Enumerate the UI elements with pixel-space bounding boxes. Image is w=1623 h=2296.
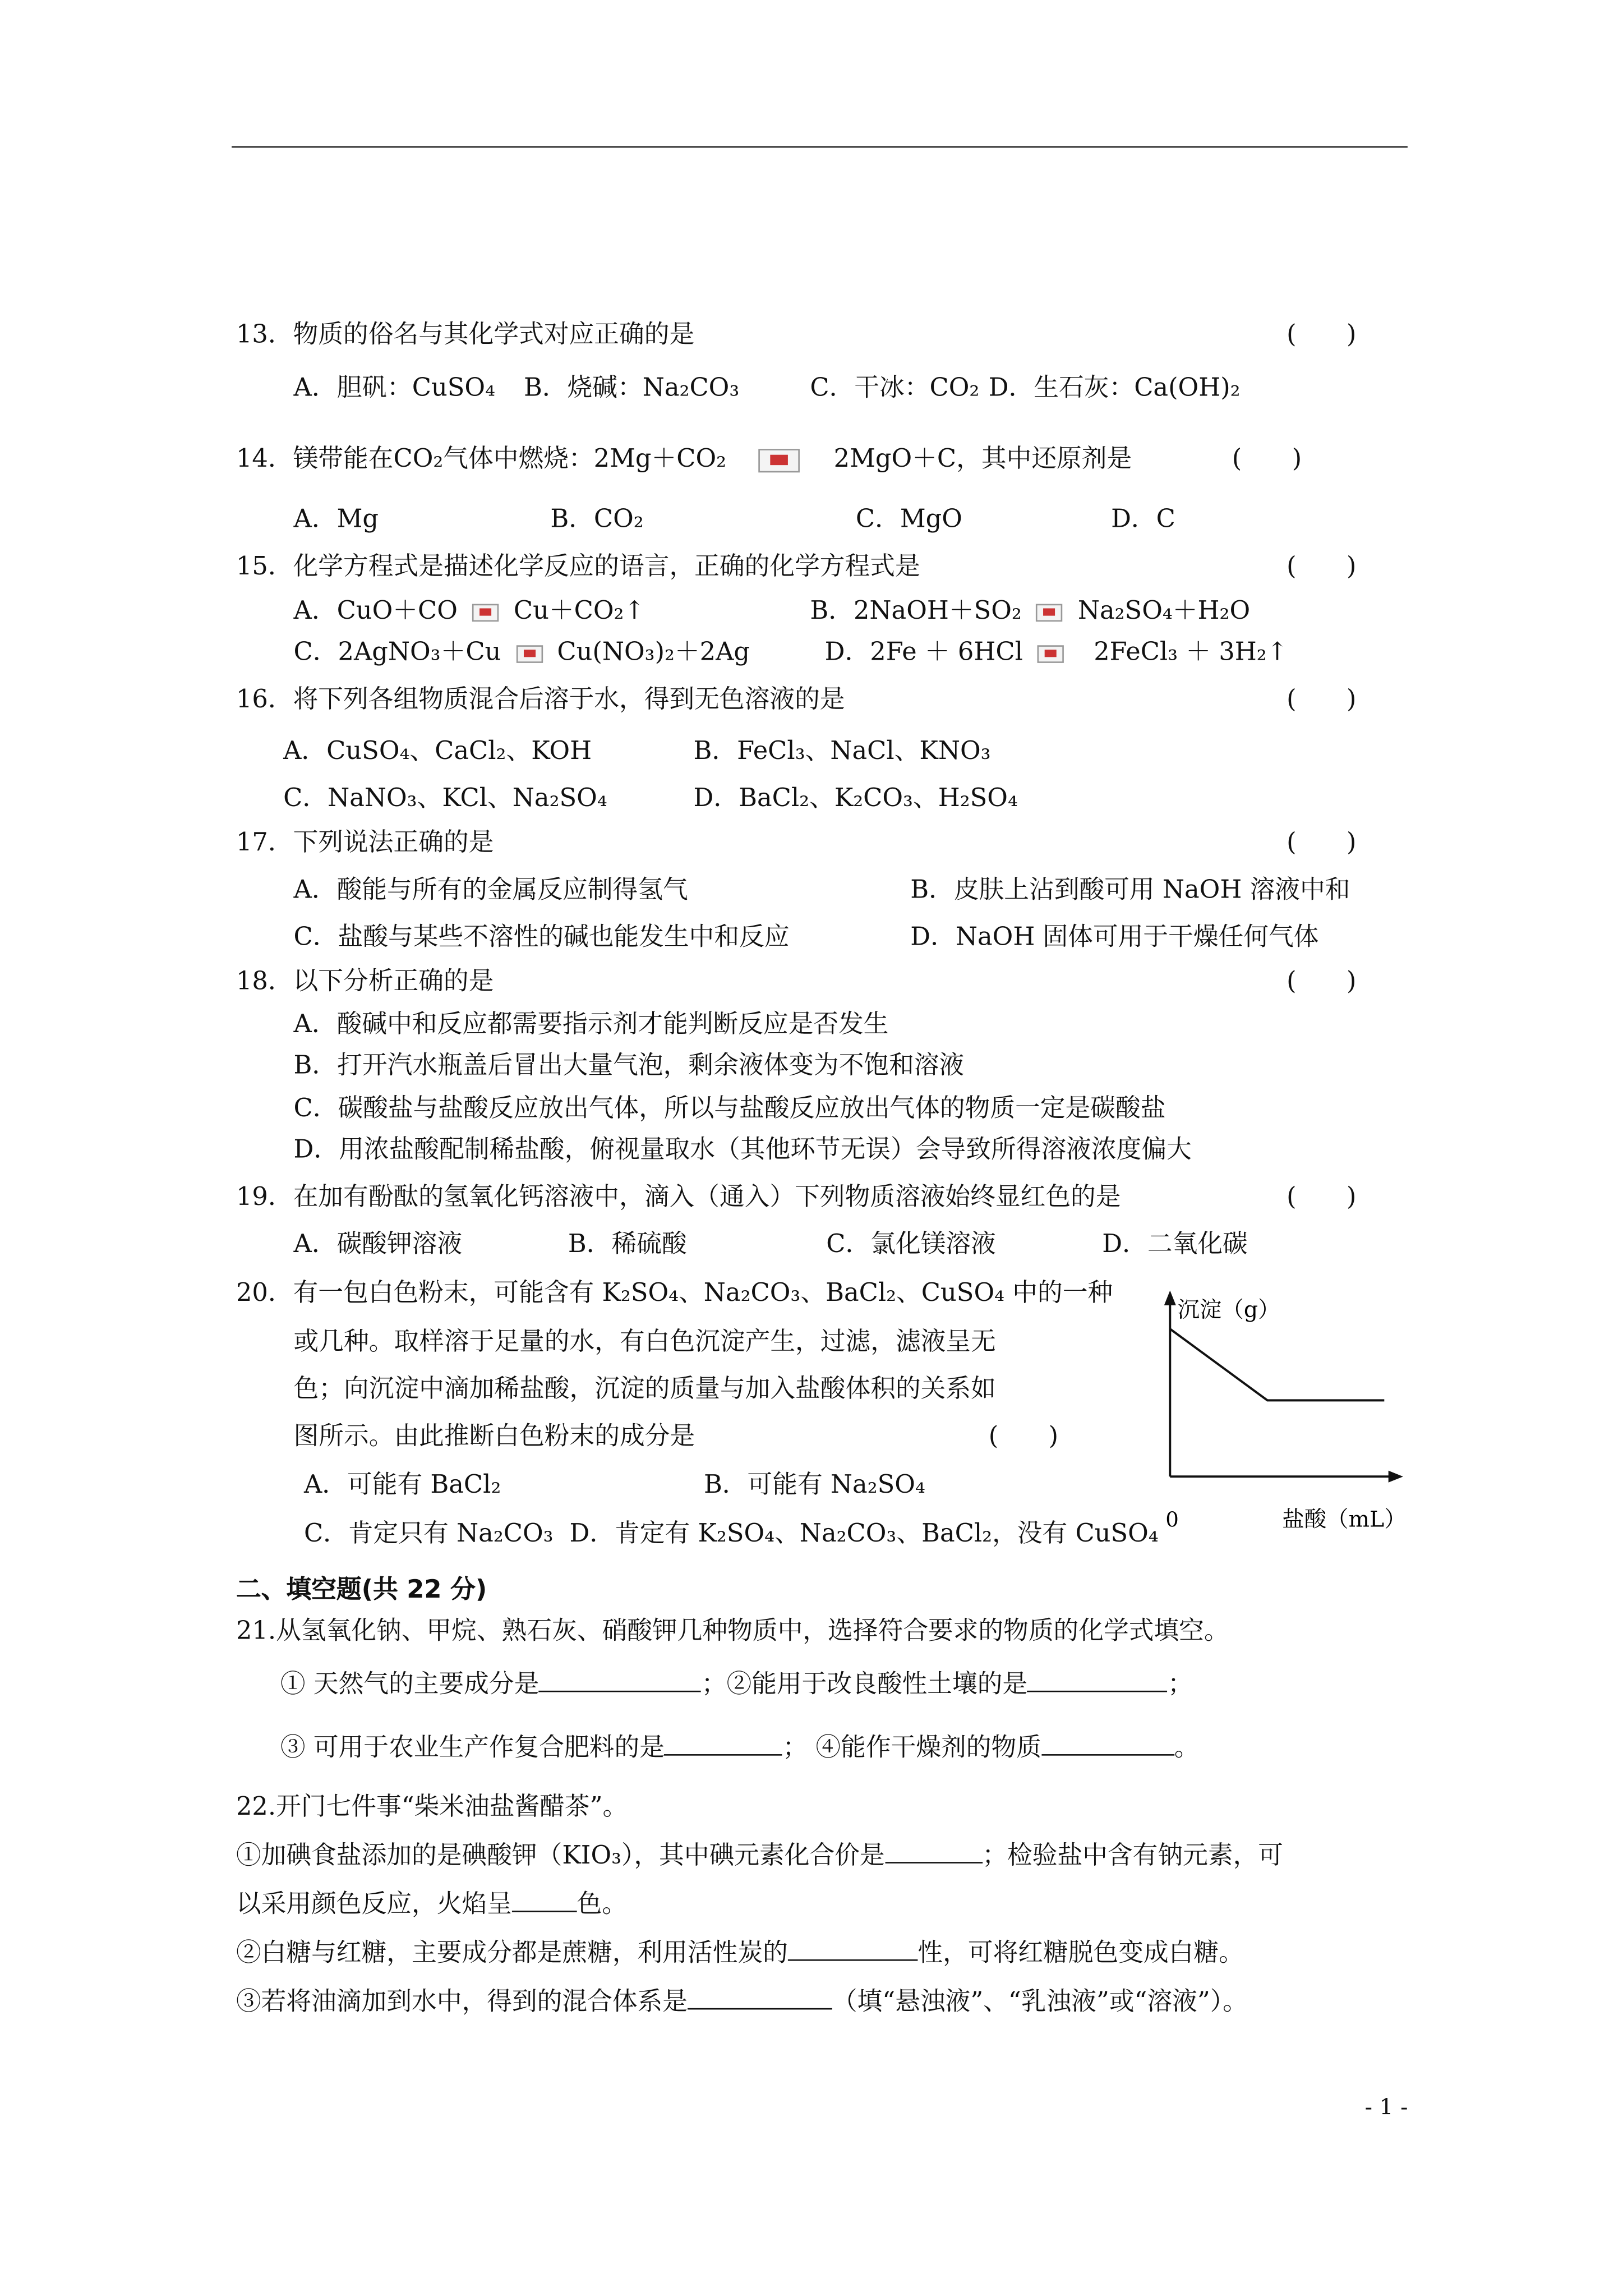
q18-option-b: B．打开汽水瓶盖后冒出大量气泡，剩余液体变为不饱和溶液 <box>293 1051 965 1081</box>
q17-option-c: C．盐酸与某些不溶性的碱也能发生中和反应 <box>293 923 790 953</box>
y-axis-label: 沉淀（g） <box>1177 1296 1280 1323</box>
q16-stem: 16．将下列各组物质混合后溶于水，得到无色溶液的是 <box>236 685 845 715</box>
reaction-condition-icon <box>758 448 799 472</box>
precipitate-chart <box>1155 1287 1409 1533</box>
x-axis-label: 盐酸（mL） <box>1282 1506 1407 1533</box>
q15-option-b-reactants: B．2NaOH＋SO₂ <box>810 596 1022 627</box>
precipitate-line <box>1170 1329 1384 1400</box>
q20-option-d: D．肯定有 K₂SO₄、Na₂CO₃、BaCl₂，没有 CuSO₄ <box>569 1519 1159 1549</box>
q16-option-a: A．CuSO₄、CaCl₂、KOH <box>283 737 592 767</box>
q15-option-a-products: Cu＋CO₂↑ <box>513 596 645 627</box>
q19-option-b: B．稀硫酸 <box>568 1230 687 1260</box>
q22-text-2b: 色。 <box>577 1890 628 1920</box>
reaction-condition-icon <box>516 645 542 662</box>
q21-prompt-4: ； ④能作干燥剂的物质 <box>782 1733 1041 1763</box>
q17-option-a: A．酸能与所有的金属反应制得氢气 <box>293 875 688 905</box>
q21-prompt-2: ；②能用于改良酸性土壤的是 <box>701 1670 1028 1700</box>
q16-option-b: B．FeCl₃、NaCl、KNO₃ <box>693 737 991 767</box>
q20-option-b: B．可能有 Na₂SO₄ <box>703 1470 925 1501</box>
q15-option-a <box>294 595 645 628</box>
q17-option-b: B．皮肤上沾到酸可用 NaOH 溶液中和 <box>910 875 1350 905</box>
q14-answer-paren: ( ) <box>1232 444 1302 474</box>
page-number: - 1 - <box>1364 2093 1408 2120</box>
q21-prompt-1: ① 天然气的主要成分是 <box>280 1670 540 1700</box>
q13-stem: 13．物质的俗名与其化学式对应正确的是 <box>236 320 695 350</box>
q18-option-c: C．碳酸盐与盐酸反应放出气体，所以与盐酸反应放出气体的物质一定是碳酸盐 <box>293 1094 1166 1124</box>
q17-answer-paren: ( ) <box>1287 828 1357 858</box>
q18-option-a: A．酸碱中和反应都需要指示剂才能判断反应是否发生 <box>293 1010 889 1040</box>
q16-answer-paren: ( ) <box>1287 685 1357 715</box>
q13-answer-paren: ( ) <box>1287 320 1357 350</box>
q22-blank-1[interactable] <box>885 1838 983 1864</box>
q21-blank-4[interactable] <box>1041 1731 1174 1756</box>
reaction-condition-icon <box>1036 603 1063 621</box>
q14-option-b: B．CO₂ <box>550 505 644 535</box>
q15-stem: 15．化学方程式是描述化学反应的语言，正确的化学方程式是 <box>236 552 920 582</box>
q21-line1 <box>280 1667 1193 1701</box>
q15-option-a-reactants: A．CuO＋CO <box>293 596 458 627</box>
q22-line3 <box>236 1936 1244 1970</box>
q20-option-a: A．可能有 BaCl₂ <box>303 1470 501 1501</box>
q22-blank-2[interactable] <box>512 1887 577 1912</box>
q21-prompt-2-end: ； <box>1168 1670 1193 1700</box>
reaction-condition-icon <box>1038 645 1064 662</box>
q15-option-c-reactants: C．2AgNO₃＋Cu <box>293 638 501 668</box>
q20-stem-line2: 或几种。取样溶于足量的水，有白色沉淀产生，过滤，滤液呈无 <box>293 1327 996 1357</box>
q22-blank-3[interactable] <box>788 1936 918 1961</box>
q14-stem <box>236 443 1132 476</box>
q21-line2 <box>280 1731 1200 1765</box>
q20-stem-line4: 图所示。由此推断白色粉末的成分是 <box>293 1421 695 1452</box>
q22-line2 <box>236 1887 627 1921</box>
q22-stem: 22.开门七件事“柴米油盐酱醋茶”。 <box>236 1792 628 1823</box>
q19-option-a: A．碳酸钾溶液 <box>293 1230 463 1260</box>
q22-text-1b: ；检验盐中含有钠元素，可 <box>982 1841 1284 1871</box>
q22-text-3b: 性，可将红糖脱色变成白糖。 <box>917 1939 1244 1968</box>
q14-option-a: A．Mg <box>293 505 379 535</box>
q22-text-1a: ①加碘食盐添加的是碘酸钾（KIO₃），其中碘元素化合价是 <box>236 1841 885 1871</box>
q19-answer-paren: ( ) <box>1287 1182 1357 1213</box>
origin-label: 0 <box>1165 1507 1179 1532</box>
q14-stem-post: 2MgO＋C，其中还原剂是 <box>833 444 1132 474</box>
q19-option-c: C．氯化镁溶液 <box>826 1230 996 1260</box>
q21-stem: 21.从氢氧化钠、甲烷、熟石灰、硝酸钾几种物质中，选择符合要求的物质的化学式填空。 <box>236 1617 1229 1646</box>
q20-stem-line1: 20．有一包白色粉末，可能含有 K₂SO₄、Na₂CO₃、BaCl₂、CuSO₄ 中的一种 <box>236 1278 1113 1309</box>
q16-option-c: C．NaNO₃、KCl、Na₂SO₄ <box>283 784 607 814</box>
q21-prompt-4-end: 。 <box>1174 1733 1200 1763</box>
q13-option-b: B．烧碱：Na₂CO₃ <box>523 373 740 403</box>
q19-stem: 19．在加有酚酞的氢氧化钙溶液中，滴入（通入）下列物质溶液始终显红色的是 <box>236 1182 1121 1213</box>
q20-option-c: C．肯定只有 Na₂CO₃ <box>303 1519 554 1549</box>
q22-line1 <box>236 1838 1283 1872</box>
q15-option-d-products: 2FeCl₃ ＋ 3H₂↑ <box>1094 638 1288 668</box>
q21-blank-3[interactable] <box>665 1731 782 1756</box>
q15-option-b <box>810 595 1250 628</box>
q22-line4 <box>236 1985 1248 2019</box>
reaction-condition-icon <box>472 603 499 621</box>
q15-option-d <box>825 636 1288 669</box>
x-axis-arrow <box>1389 1471 1403 1483</box>
q21-prompt-3: ③ 可用于农业生产作复合肥料的是 <box>280 1733 665 1763</box>
q22-text-4b: （填“悬浊液”、“乳浊液”或“溶液”）。 <box>832 1987 1248 2017</box>
q15-option-c-products: Cu(NO₃)₂＋2Ag <box>557 638 750 668</box>
q22-text-2a: 以采用颜色反应，火焰呈 <box>236 1890 512 1920</box>
q18-answer-paren: ( ) <box>1287 967 1357 997</box>
q14-stem-pre: 14．镁带能在CO₂气体中燃烧：2Mg＋CO₂ <box>236 444 727 474</box>
q15-option-d-reactants: D．2Fe ＋ 6HCl <box>824 638 1023 668</box>
q13-option-c: C．干冰：CO₂ <box>810 373 980 403</box>
q21-blank-2[interactable] <box>1027 1667 1168 1692</box>
q13-option-a: A．胆矾：CuSO₄ <box>293 373 496 403</box>
q22-text-4a: ③若将油滴加到水中，得到的混合体系是 <box>236 1987 688 2017</box>
q19-option-d: D．二氧化碳 <box>1102 1230 1248 1260</box>
q20-stem-line3: 色；向沉淀中滴加稀盐酸，沉淀的质量与加入盐酸体积的关系如 <box>293 1374 996 1405</box>
q22-text-3a: ②白糖与红糖，主要成分都是蔗糖，利用活性炭的 <box>236 1939 788 1968</box>
q14-option-d: D．C <box>1111 505 1175 535</box>
y-axis-arrow <box>1164 1291 1176 1305</box>
q20-answer-paren: ( ) <box>988 1421 1059 1452</box>
q15-option-b-products: Na₂SO₄＋H₂O <box>1077 596 1251 627</box>
header-rule <box>232 146 1408 148</box>
q13-option-d: D．生石灰：Ca(OH)₂ <box>988 373 1241 403</box>
q18-stem: 18．以下分析正确的是 <box>236 967 494 997</box>
q18-option-d: D．用浓盐酸配制稀盐酸，俯视量取水（其他环节无误）会导致所得溶液浓度偏大 <box>293 1135 1192 1165</box>
q16-option-d: D．BaCl₂、K₂CO₃、H₂SO₄ <box>693 784 1018 814</box>
q15-answer-paren: ( ) <box>1287 552 1357 582</box>
q17-option-d: D．NaOH 固体可用于干燥任何气体 <box>910 923 1319 953</box>
q22-blank-4[interactable] <box>688 1985 832 2010</box>
q17-stem: 17．下列说法正确的是 <box>236 828 494 858</box>
q14-option-c: C．MgO <box>855 505 962 535</box>
section-title: 二、填空题(共 22 分) <box>236 1575 487 1605</box>
q15-option-c <box>294 636 750 669</box>
q21-blank-1[interactable] <box>539 1667 701 1692</box>
